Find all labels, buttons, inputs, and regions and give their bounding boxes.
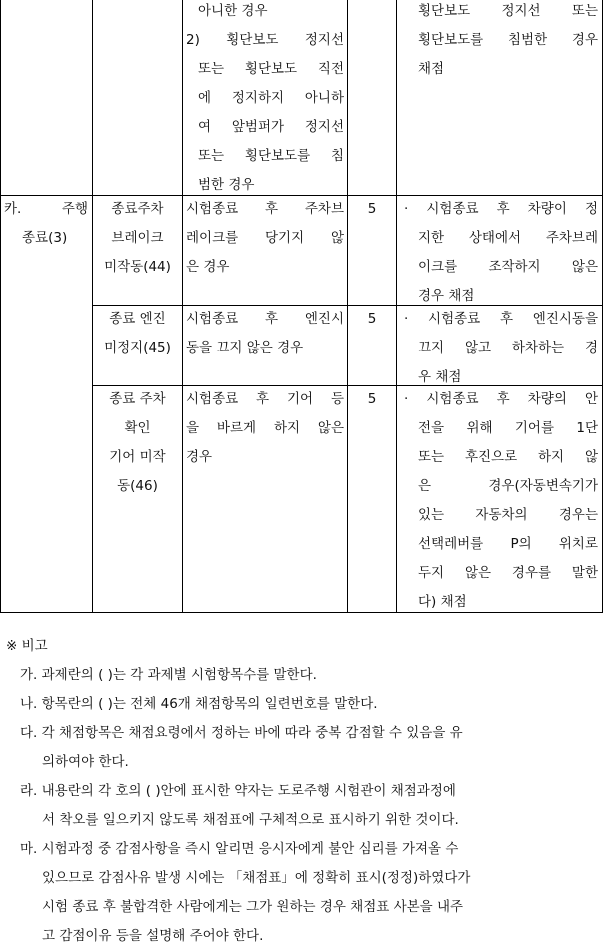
column-divider-2 bbox=[182, 0, 183, 612]
item-label: 브레이크 bbox=[111, 230, 164, 246]
category-cell bbox=[4, 195, 88, 253]
item-label: 미작동(44) bbox=[104, 259, 171, 275]
remarks-section bbox=[0, 632, 603, 951]
criteria-line: 두지 않은 경우를 말한 bbox=[418, 565, 598, 581]
remark-line: 마. 시험과정 중 감점사항을 즉시 알리면 응시자에게 불안 심리를 가져올 수 bbox=[20, 841, 459, 857]
text-line: 또는 횡단보도 직전 bbox=[198, 61, 344, 77]
remark-line: 서 착오를 일으키지 않도록 채점표에 구체적으로 표시하기 위한 것이다. bbox=[42, 812, 459, 828]
text-line: 2) 횡단보도 정지선 bbox=[186, 32, 344, 48]
top-content-cell bbox=[186, 0, 344, 200]
points-value: 5 bbox=[367, 391, 377, 407]
points-cell-45 bbox=[348, 305, 396, 334]
text-line: 에 정지하지 아니하 bbox=[198, 90, 344, 106]
content-cell-45 bbox=[186, 305, 344, 363]
item-label: 동(46) bbox=[117, 478, 158, 494]
points-cell-46 bbox=[348, 385, 396, 414]
remark-line: 가. 과제란의 ( )는 각 과제별 시험항목수를 말한다. bbox=[20, 667, 317, 683]
remark-line: 라. 내용란의 각 호의 ( )안에 표시한 약자는 도로주행 시험관이 채점과정에 bbox=[20, 783, 456, 799]
criteria-line: 전을 위해 기어를 1단 bbox=[418, 420, 598, 436]
criteria-line: 지한 상태에서 주차브레 bbox=[418, 230, 598, 246]
top-criteria-cell bbox=[418, 0, 598, 84]
criteria-line: 있는 자동차의 경우는 bbox=[418, 507, 598, 523]
text-line: 또는 횡단보도를 침 bbox=[198, 148, 344, 164]
content-line: 동을 끄지 않은 경우 bbox=[186, 340, 304, 356]
item-cell-45 bbox=[93, 305, 182, 363]
criteria-line: 선택레버를 P의 위치로 bbox=[418, 536, 598, 552]
text-line: 아니한 경우 bbox=[198, 3, 268, 19]
criteria-line: 다) 채점 bbox=[418, 594, 467, 610]
text-line: 채점 bbox=[418, 61, 445, 77]
table-border-left bbox=[0, 0, 1, 612]
content-line: 경우 bbox=[186, 449, 213, 465]
remark-line: 시험 종료 후 불합격한 사람에게는 그가 원하는 경우 채점표 사본을 내주 bbox=[42, 899, 464, 915]
text-line: 횡단보도 정지선 또는 bbox=[418, 3, 598, 19]
category-label: 카. 주행 bbox=[4, 201, 88, 217]
points-cell-44 bbox=[348, 195, 396, 224]
item-label: 종료주차 bbox=[111, 201, 164, 217]
text-line: 범한 경우 bbox=[198, 177, 255, 193]
criteria-line: 경우 채점 bbox=[418, 288, 475, 304]
points-value: 5 bbox=[367, 311, 377, 327]
points-value: 5 bbox=[367, 201, 377, 217]
criteria-line: 은 경우(자동변속기가 bbox=[418, 478, 598, 494]
criteria-line: · 시험종료 후 차량이 정 bbox=[404, 201, 598, 217]
criteria-cell-45 bbox=[404, 305, 598, 392]
criteria-line: · 시험종료 후 차량의 안 bbox=[404, 391, 598, 407]
criteria-line: 우 채점 bbox=[418, 369, 462, 385]
remark-line: 다. 각 채점항목은 채점요령에서 정하는 바에 따라 중복 감점할 수 있음을 유 bbox=[20, 725, 463, 741]
criteria-cell-46 bbox=[404, 385, 598, 617]
criteria-cell-44 bbox=[404, 195, 598, 311]
criteria-line: 이크를 조작하지 않은 bbox=[418, 259, 598, 275]
content-line: 시험종료 후 주차브 bbox=[186, 201, 344, 217]
content-cell-46 bbox=[186, 385, 344, 472]
remark-line: 고 감점이유 등을 설명해 주어야 한다. bbox=[42, 928, 264, 944]
content-line: 은 경우 bbox=[186, 259, 230, 275]
category-label: 종료(3) bbox=[22, 230, 68, 246]
item-label: 종료 주차 bbox=[109, 391, 166, 407]
criteria-line: · 시험종료 후 엔진시동을 bbox=[404, 311, 598, 327]
item-label: 확인 bbox=[124, 420, 151, 436]
content-line: 시험종료 후 기어 등 bbox=[186, 391, 344, 407]
remark-line: 나. 항목란의 ( )는 전체 46개 채점항목의 일련번호를 말한다. bbox=[20, 696, 378, 712]
content-cell-44 bbox=[186, 195, 344, 282]
criteria-line: 또는 후진으로 하지 않 bbox=[418, 449, 598, 465]
text-line: 횡단보도를 침범한 경우 bbox=[418, 32, 598, 48]
remarks-title: ※ 비고 bbox=[6, 638, 48, 654]
item-label: 미정지(45) bbox=[104, 340, 171, 356]
content-line: 레이크를 당기지 않 bbox=[186, 230, 344, 246]
content-line: 시험종료 후 엔진시 bbox=[186, 311, 344, 327]
item-label: 종료 엔진 bbox=[109, 311, 166, 327]
content-line: 을 바르게 하지 않은 bbox=[186, 420, 344, 436]
text-line: 여 앞범퍼가 정지선 bbox=[198, 119, 344, 135]
item-cell-46 bbox=[93, 385, 182, 501]
criteria-line: 끄지 않고 하차하는 경 bbox=[418, 340, 598, 356]
remark-line: 의하여야 한다. bbox=[42, 754, 129, 770]
item-cell-44 bbox=[93, 195, 182, 282]
remark-line: 있으므로 감점사유 발생 시에는 「채점표」에 정확히 표시(정정)하였다가 bbox=[42, 870, 471, 886]
column-divider-4 bbox=[396, 0, 397, 612]
item-label: 기어 미작 bbox=[109, 449, 166, 465]
